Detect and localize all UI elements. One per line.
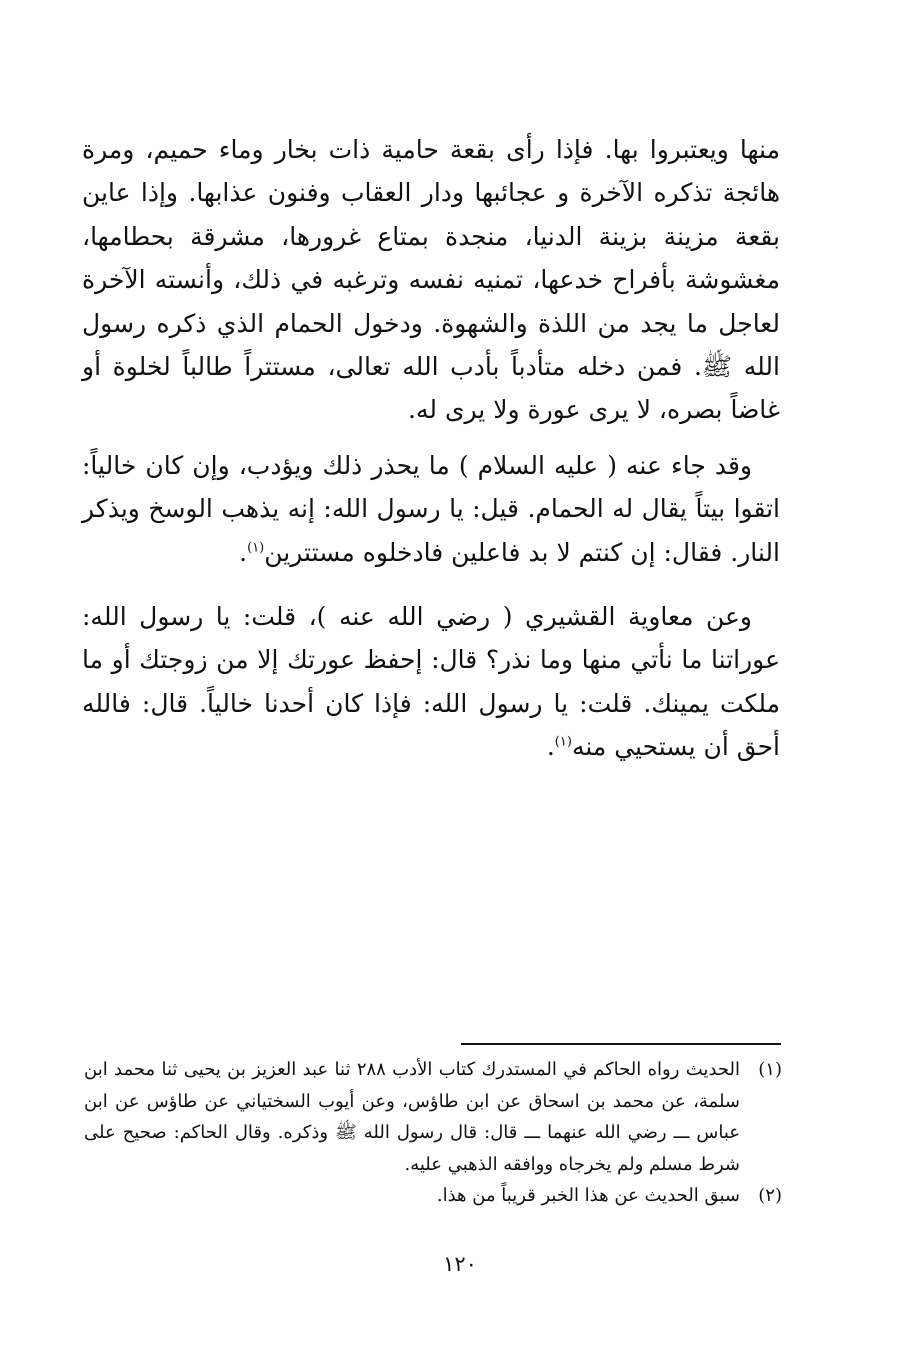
paragraph-2-end: . (239, 537, 248, 567)
footnote-1 (84, 1054, 782, 1180)
page-number: ١٢٠ (443, 1252, 477, 1276)
paragraph-3-end: . (546, 732, 555, 762)
paragraph-2-text: وقد جاء عنه ( عليه السلام ) ما يحذر ذلك ويؤدب، وإن كان خالياً: اتقوا بيتاً يقال له الحمام. قيل: يا رسول الله: إنه يذهب الوسخ ويذكر النار. فقال: إن كنتم لا بد فاعلين فادخلوه مستترين (82, 451, 780, 567)
footnote-1-text: الحديث رواه الحاكم في المستدرك كتاب الأدب ٢٨٨ ثنا عبد العزيز بن يحيى ثنا محمد ابن سلمة، عن محمد بن اسحاق عن ابن طاؤس، وعن أيوب السختياني عن طاؤس عن ابن عباس ـــ رضي الله عنهما ـــ قال: قال رسول الله ﷺ وذكره. وقال الحاكم: صحيح على شرط مسلم ولم يخرجاه ووافقه الذهبي عليه. (84, 1059, 740, 1175)
paragraph-3-text: وعن معاوية القشيري ( رضي الله عنه )، قلت: يا رسول الله: عوراتنا ما نأتي منها وما نذر؟ قال: إحفظ عورتك إلا من زوجتك أو ما ملكت يمينك. قلت: يا رسول الله: فإذا كان أحدنا خالياً. قال: فالله أحق أن يستحيي منه (82, 602, 780, 762)
footnotes (84, 1054, 782, 1212)
footnote-1-marker: (١) (758, 1059, 782, 1080)
footnote-separator (461, 1043, 781, 1045)
footnote-reference-1: (١) (247, 540, 265, 556)
paragraph-1-text: منها ويعتبروا بها. فإذا رأى بقعة حامية ذات بخار وماء حميم، ومرة هائجة تذكره الآخرة و عجائبها ودار العقاب وفنون عذابها. وإذا عاين بقعة مزينة بزينة الدنيا، منجدة بمتاع غرورها، مشرقة بحطامها، مغشوشة بأفراح خدعها، تمنيه نفسه وترغبه في ذلك، وأنسته الآخرة لعاجل ما يجد من اللذة والشهوة. ودخول الحمام الذي ذكره رسول الله ﷺ. فمن دخله متأدباً بأدب الله تعالى، مستتراً طالباً لخلوة أو غاضاً بصره، لا يرى عورة ولا يرى له. (82, 135, 780, 425)
footnote-2-text: سبق الحديث عن هذا الخبر قريباً من هذا. (436, 1185, 740, 1207)
paragraph-3 (82, 595, 780, 769)
paragraph-1 (82, 128, 780, 432)
paragraph-2 (82, 444, 780, 574)
footnote-2 (84, 1180, 782, 1212)
footnote-2-marker: (٢) (758, 1185, 782, 1207)
footnote-reference-2: (١) (554, 734, 572, 750)
main-text (82, 128, 780, 769)
